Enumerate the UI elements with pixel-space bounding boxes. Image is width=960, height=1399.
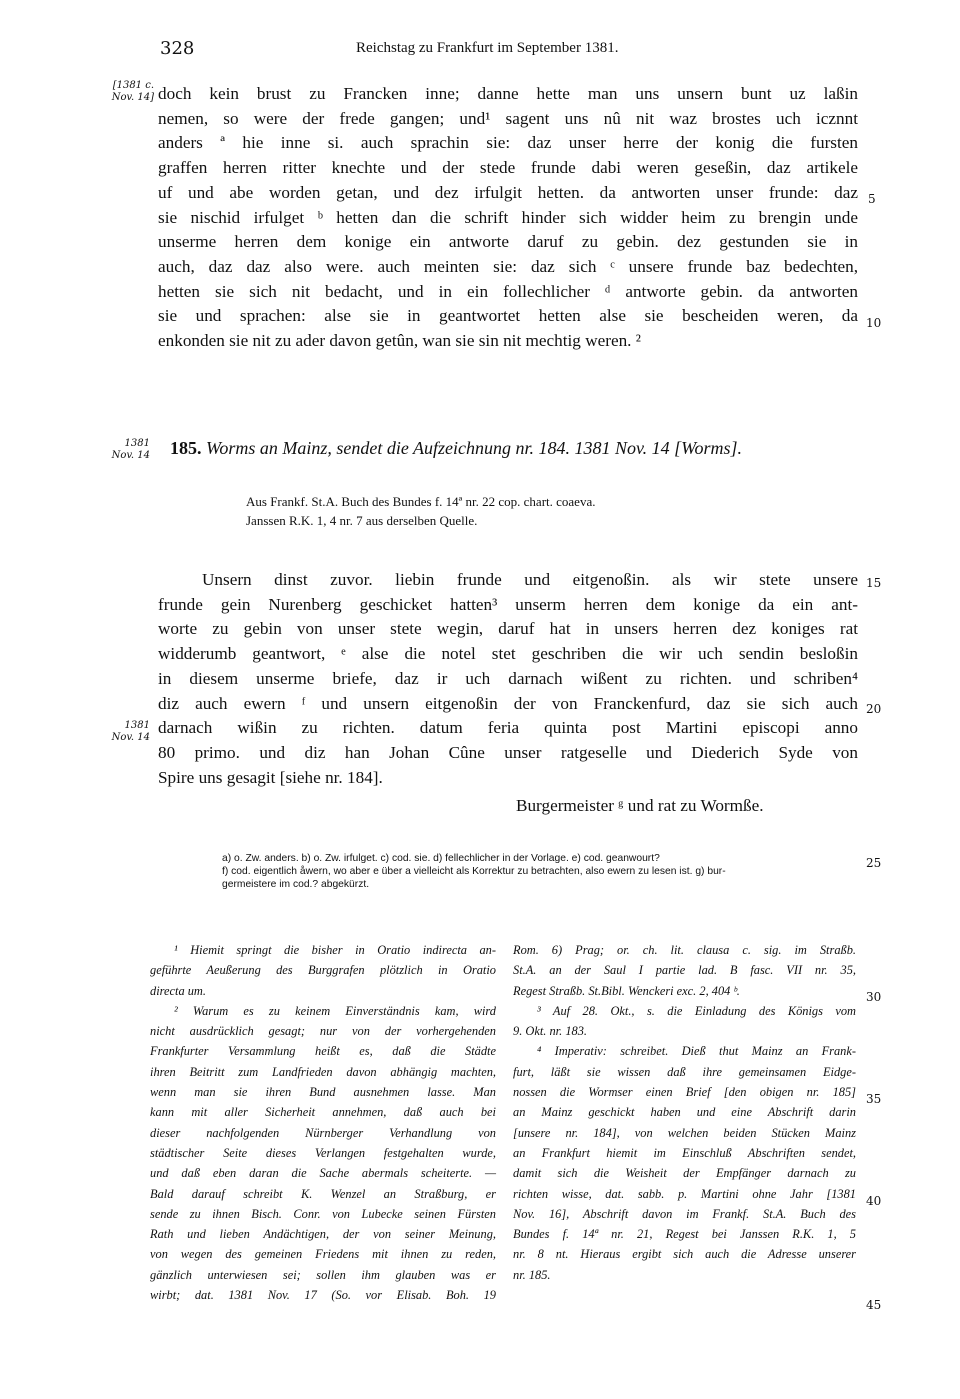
footnote-line: nicht ausdrücklich gesagt; nur von der vorhergehenden xyxy=(150,1024,496,1039)
footnote-line: Bald darauf schreibt K. Wenzel an Straßburg, er xyxy=(150,1186,496,1201)
footnote-line: Frankfurter Versammlung heißt es, daß die Städte xyxy=(150,1044,496,1059)
footnote-line: damit sich die Weisheit der Empfänger darnach zu xyxy=(513,1166,856,1181)
text-line: 80 primo. und diz han Johan Cûne unser ratgeselle und Diederich Syde von xyxy=(158,742,858,762)
footnote-line: wirbt; dat. 1381 Nov. 17 (So. vor Elisab. Boh. 19 xyxy=(150,1288,496,1303)
prev-document-text xyxy=(158,82,858,354)
footnote-line: sende zu ihnen Bisch. Conr. von Lubecke seinen Fürsten xyxy=(150,1206,496,1221)
text-line: widderumb geantwort, ᵉ alse die notel stet geschriben die wir uch sendin besloßin xyxy=(158,644,858,664)
footnote-line: directa um. xyxy=(150,983,206,998)
source-notes xyxy=(246,492,595,530)
footnote-line: städtischer Seite dieses Verlangen festgehalten wurde, xyxy=(150,1145,496,1160)
footnote-line: Bundes f. 14ª nr. 21, Regest bei Janssen R.K. 1, 5 xyxy=(513,1227,856,1242)
footnote-line: richten wisse, dat. sabb. p. Martini ohne Jahr [1381 xyxy=(513,1186,856,1201)
margin-date-top: [1381 c. Nov. 14] xyxy=(111,80,154,103)
apparatus-line: f) cod. eigentlich åwern, wo aber e über a vielleicht als Korrektur zu betrachten, also ewern zu lesen ist. g) bur- xyxy=(222,866,726,877)
text-line: sie und sprachen: alse sie in geantwortet hetten alse sie bescheiden weren, da xyxy=(158,306,858,326)
footnote-line: geführte Aeußerung des Burggrafen plötzlich in Oratio xyxy=(150,963,496,978)
source-line: Aus Frankf. St.A. Buch des Bundes f. 14ª nr. 22 cop. chart. coaeva. xyxy=(246,494,596,509)
footnote-line: Nov. 16], Abschrift davon im Frankf. St.A. Buch des xyxy=(513,1206,856,1221)
line-number: 40 xyxy=(866,1194,882,1208)
footnote-line: gänzlich unterwiesen sei; sollen ihm glauben was er xyxy=(150,1267,496,1282)
document-number: 185. xyxy=(170,438,202,458)
line-number: 10 xyxy=(866,316,882,330)
footnote-line: wenn man sie ihren Bund ausnehmen lasse. Man xyxy=(150,1085,496,1100)
text-line: sie nischid irfulget ᵇ hetten dan die schrift hinder sich widder heim zu brengin unde xyxy=(158,207,858,227)
page-number: 328 xyxy=(160,38,195,59)
line-number: 15 xyxy=(866,576,882,590)
critical-apparatus xyxy=(222,852,854,891)
footnote-line: furt, läßt sie wissen daß ihre gemeinsamen Eidge- xyxy=(513,1064,856,1079)
footnote-line: ⁴ Imperativ: schreibet. Dieß thut Mainz an Frank- xyxy=(537,1044,856,1059)
footnote-line: ² Warum es zu keinem Einverständnis kam, wird xyxy=(174,1003,496,1018)
letter-text xyxy=(158,568,858,790)
apparatus-line: germeistere im cod.? abgekürzt. xyxy=(222,879,370,890)
document-title: Worms an Mainz, sendet die Aufzeichnung nr. 184. 1381 Nov. 14 [Worms]. xyxy=(206,438,743,458)
footnote-line: von wegen des gemeinen Friedens mit ihnen zu reden, xyxy=(150,1247,496,1262)
line-number: 25 xyxy=(866,856,882,870)
footnote-line: ihren Beitritt zum Landfrieden davon abhängig machten, xyxy=(150,1064,496,1079)
text-line: unserme herren dem konige ein antworte daruf zu gebin. dez gestunden sie in xyxy=(158,232,858,252)
text-line: frunde gein Nurenberg geschicket hatten³ unserm herren dem konige da ein ant- xyxy=(158,594,858,614)
line-number: 45 xyxy=(866,1298,882,1312)
text-line: auch, daz daz also were. auch meinten sie: daz sich ᶜ unsere frunde baz bedechten, xyxy=(158,256,858,276)
footnote-line: Rom. 6) Prag; or. ch. lit. clausa c. sig. im Straßb. xyxy=(513,943,856,957)
running-title: Reichstag zu Frankfurt im September 1381. xyxy=(356,40,619,56)
text-line: diz auch ewern ᶠ und unsern eitgenoßin der von Franckenfurd, daz sie sich auch xyxy=(158,693,858,713)
line-number: 30 xyxy=(866,990,882,1004)
text-line: uf und abe worden getan, und dez irfulgit hetten. da antworten unser frunde: daz xyxy=(158,182,858,202)
footnote-line: 9. Okt. nr. 183. xyxy=(513,1024,587,1039)
text-line: Unsern dinst zuvor. liebin frunde und eitgenoßin. als wir stete unsere xyxy=(202,570,858,589)
source-line: Janssen R.K. 1, 4 nr. 7 aus derselben Quelle. xyxy=(246,513,478,528)
text-line: doch kein brust zu Francken inne; danne hette man uns unsern bunt uz laßin xyxy=(158,84,858,103)
line-number: 20 xyxy=(866,702,882,716)
footnote-line: Rath und lieben Andächtigen, der von seiner Meinung, xyxy=(150,1227,496,1242)
text-line: worte zu gebin von unser stete wegin, daruf hat in unsers herren dez koniges rat xyxy=(158,619,858,639)
footnote-line: nr. 8 nt. Hieraus ergibt sich auch die Adresse unserer xyxy=(513,1247,856,1262)
line-number: 35 xyxy=(866,1092,882,1106)
footnotes-right-column xyxy=(513,940,856,1285)
margin-date-doc: 1381 Nov. 14 xyxy=(111,438,150,461)
text-line: hetten sie sich nit bedacht, und in ein follechlicher ᵈ antworte gebin. da antworten xyxy=(158,281,858,301)
footnote-line: [unsere nr. 184], von welchen beiden Stücken Mainz xyxy=(513,1125,856,1140)
text-line: anders ª hie inne si. auch sprachin sie: daz unser herre der konig die fursten xyxy=(158,133,858,153)
apparatus-line: a) o. Zw. anders. b) o. Zw. irfulget. c) cod. sie. d) fellechlicher in der Vorlage. e) cod. geanwourt? xyxy=(222,853,660,864)
text-line: enkonden sie nit zu ader davon getûn, wan sie sin nit mechtig weren. ² xyxy=(158,331,641,351)
line-number: 5 xyxy=(868,192,876,206)
text-line: Spire uns gesagit [siehe nr. 184]. xyxy=(158,767,383,787)
footnote-line: nossen die Wormser einen Brief [den obigen nr. 185] xyxy=(513,1085,856,1100)
footnote-line: und daß eben daran die Sache abermals scheiterte. — xyxy=(150,1166,496,1181)
document-heading xyxy=(170,438,742,459)
footnote-line: an Mainz geschickt haben und eine Abschrift darin xyxy=(513,1105,856,1120)
text-line: graffen herren ritter knechte und der stede frunde dabi weren geseßin, daz artikele xyxy=(158,158,858,178)
margin-date-text: 1381 Nov. 14 xyxy=(111,720,150,743)
footnote-line: dieser nachfolgenden Nürnberger Verhandlung von xyxy=(150,1125,496,1140)
signature: Burgermeister ᵍ und rat zu Wormße. xyxy=(516,796,764,815)
footnote-line: St.A. an der Saul I partie lad. B fasc. VII nr. 35, xyxy=(513,963,856,978)
footnote-line: ³ Auf 28. Okt., s. die Einladung des Königs vom xyxy=(537,1003,856,1018)
text-line: nemen, so were der frede gangen; und¹ sagent uns nû nit waz brostes uch icznnt xyxy=(158,108,858,128)
footnote-line: an Frankfurt hiemit im Einschluß Abschriften sendet, xyxy=(513,1145,856,1160)
footnote-line: ¹ Hiemit springt die bisher in Oratio indirecta an- xyxy=(174,943,496,957)
footnote-line: nr. 185. xyxy=(513,1267,551,1282)
footnote-line: kann mit aller Sicherheit annehmen, daß auch bei xyxy=(150,1105,496,1120)
footnote-line: Regest Straßb. St.Bibl. Wenckeri exc. 2, 404 ᵇ. xyxy=(513,983,740,998)
text-line: in diesem unserme briefe, daz ir uch darnach wißent zu richten. und schriben⁴ xyxy=(158,668,858,688)
text-line: darnach wißin zu richten. datum feria quinta post Martini episcopi anno xyxy=(158,718,858,738)
footnotes-left-column xyxy=(150,940,496,1305)
